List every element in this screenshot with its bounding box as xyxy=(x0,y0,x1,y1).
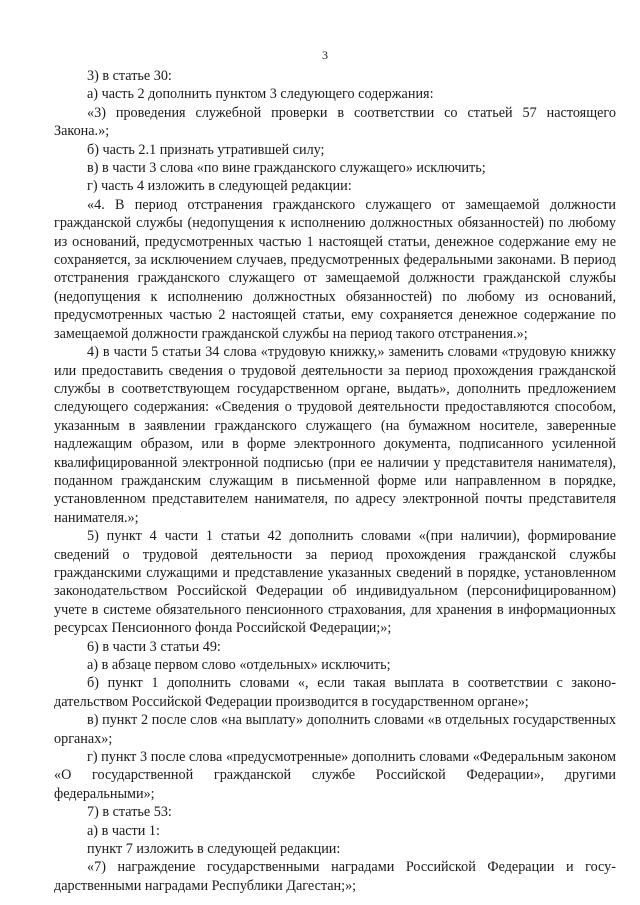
paragraph: 4) в части 5 статьи 34 слова «трудовую книжку,» заменить словами «трудовую книжку или предоставить сведения о трудовой деятельности за период прохождения гражданской службы в соответствующем государственном органе, выдать», дополнить предложением следующего содержания: «Сведения о трудовой деятельности предоставляются способом, указанным в заявлении гражданского служащего (на бумажном носителе, заверенные надлежащим образом, или в форме электронного документа, подписанного усиленной квалифицированной электронной подписью (при ее наличии у представителя нанимателя), поданном гражданским служащим в письменной форме или направленном в порядке, установленном представителем нанимателя, по адресу электронной почты представителя нанимателя.»; xyxy=(54,344,616,526)
paragraph: в) пункт 2 после слов «на выплату» дополнить словами «в отдельных государственных органах»; xyxy=(54,712,616,747)
paragraph: б) часть 2.1 признать утратившей силу; xyxy=(87,141,325,158)
paragraph: «3) проведения служебной проверки в соответствии со статьей 57 настоящего Закона.»; xyxy=(54,104,616,140)
page-number: 3 xyxy=(322,48,328,62)
paragraph: в) в части 3 слова «по вине гражданского служащего» исключить; xyxy=(87,160,486,177)
paragraph: пункт 7 изложить в следующей редакции: xyxy=(87,841,341,858)
paragraph: «7) награждение государственными наградами Российской Федерации и государственными наградами Республики Дагестан;»; xyxy=(54,859,616,894)
paragraph: «4. В период отстранения гражданского служащего от замещаемой должности гражданской службы (недопущения к исполнению должностных обязанностей) по любому из оснований, предусмотренных частью 1 настоящей статьи, денежное содержание ему не сохраняется, за исключением случаев, предусмотренных федеральными законами. В период отстранения гражданского служащего от замещаемой должности гражданской службы (недопущения к исполнению должностных обязанностей) по любому из оснований, предусмотренных частью 2 настоящей статьи, ему сохраняется денежное содержание по замещаемой должности гражданской службы на период такого отстранения.»; xyxy=(54,196,616,342)
paragraph: а) часть 2 дополнить пунктом 3 следующего содержания: xyxy=(87,86,434,103)
paragraph: б) пункт 1 дополнить словами «, если такая выплата в соответствии с законодательством Российской Федерации производится в государственном органе»; xyxy=(54,675,616,710)
paragraph: 6) в части 3 статьи 49: xyxy=(87,638,221,655)
paragraph: 5) пункт 4 части 1 статьи 42 дополнить словами «(при наличии), формирование сведений о трудовой деятельности за период прохождения гражданской службы гражданскими служащими и представление указанных сведений в порядке, установленном законодательством Российской Федерации об индивидуальном (персонифицированном) учете в системе обязательного пенсионного страхования, для хранения в информационных ресурсах Пенсионного фонда Российской Федерации;»; xyxy=(54,528,616,637)
paragraph: а) в части 1: xyxy=(87,822,160,839)
document-body xyxy=(54,67,616,895)
paragraph: г) пункт 3 после слова «предусмотренные» дополнить словами «Федеральным законом «О государственной гражданской службе Российской Федерации», другими федеральными»; xyxy=(54,749,616,802)
paragraph: 3) в статье 30: xyxy=(87,68,172,84)
paragraph: 7) в статье 53: xyxy=(87,804,172,821)
paragraph: г) часть 4 изложить в следующей редакции: xyxy=(87,178,352,195)
paragraph: а) в абзаце первом слово «отдельных» исключить; xyxy=(87,657,391,673)
